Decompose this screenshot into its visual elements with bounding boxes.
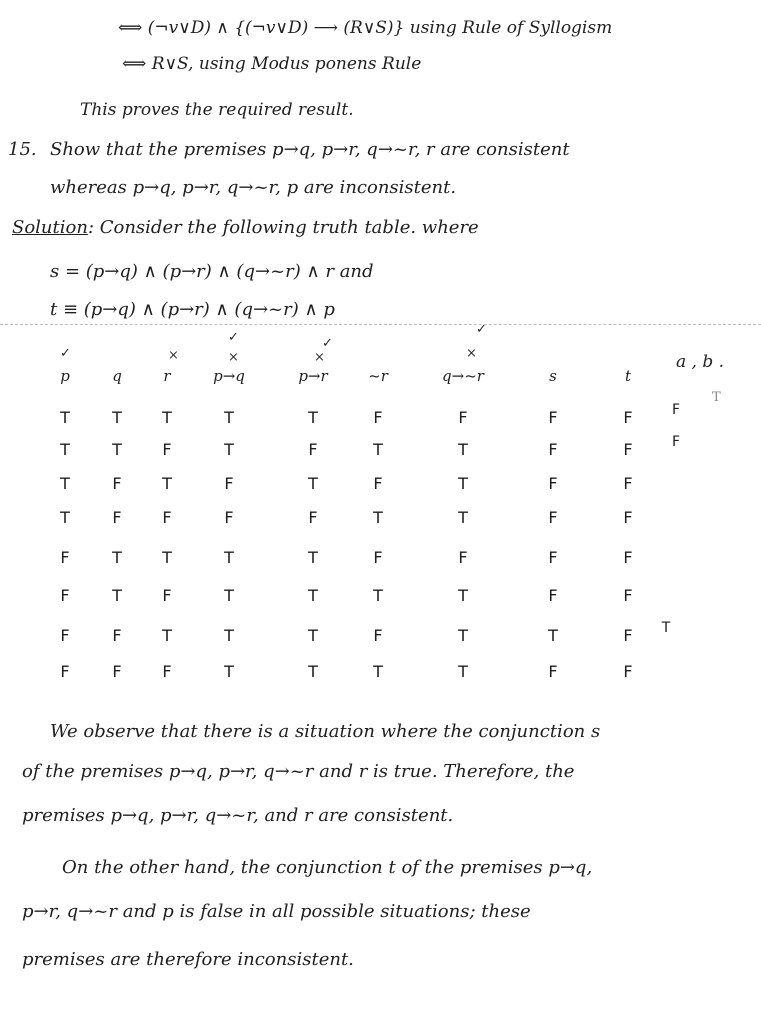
table-cell: T	[458, 586, 468, 605]
table-cell: T	[224, 440, 234, 459]
table-cell: T	[224, 626, 234, 645]
conclusion-line-6: premises are therefore inconsistent.	[22, 949, 354, 970]
table-header-cell: s	[549, 367, 557, 385]
table-cell: T	[112, 408, 122, 427]
table-cell: T	[373, 662, 383, 681]
table-cell: F	[623, 508, 633, 527]
table-cell: F	[458, 408, 468, 427]
table-cell: F	[60, 548, 70, 567]
table-cell: F	[373, 548, 383, 567]
table-cell: F	[623, 548, 633, 567]
proof-line-1: ⟺ (¬v∨D) ∧ {(¬v∨D) ⟶ (R∨S)} using Rule of Syllogism	[118, 18, 613, 38]
table-cell: F	[308, 508, 318, 527]
table-cell: F	[623, 586, 633, 605]
table-cell: F	[623, 662, 633, 681]
table-cell: T	[224, 586, 234, 605]
table-cell: F	[224, 508, 234, 527]
proof-line-2: ⟺ R∨S, using Modus ponens Rule	[122, 54, 422, 74]
check-mark-icon: ✓	[60, 346, 71, 361]
check-mark-icon: ✓	[228, 330, 239, 345]
row-note: F	[671, 402, 681, 418]
table-header-cell: r	[163, 367, 171, 385]
small-note: T	[712, 390, 721, 405]
table-cell: T	[458, 662, 468, 681]
table-cell: F	[623, 626, 633, 645]
table-cell: T	[162, 408, 172, 427]
table-cell: T	[224, 548, 234, 567]
table-cell: T	[308, 662, 318, 681]
extra-header: a , b .	[676, 352, 725, 372]
table-cell: F	[623, 440, 633, 459]
table-cell: F	[112, 474, 122, 493]
table-header-cell: t	[624, 367, 632, 385]
s-definition: s = (p→q) ∧ (p→r) ∧ (q→~r) ∧ r and	[50, 261, 374, 282]
conclusion-line-2: of the premises p→q, p→r, q→~r and r is true. Therefore, the	[22, 761, 575, 782]
conclusion-line-4: On the other hand, the conjunction t of the premises p→q,	[62, 857, 593, 878]
table-cell: T	[373, 508, 383, 527]
table-cell: F	[112, 662, 122, 681]
table-cell: T	[162, 474, 172, 493]
check-mark-icon: ✓	[476, 322, 487, 337]
table-header-cell: q→~r	[442, 367, 484, 385]
table-cell: F	[548, 508, 558, 527]
table-cell: F	[548, 662, 558, 681]
table-cell: T	[60, 474, 70, 493]
solution-intro: : Consider the following truth table. where	[87, 217, 479, 238]
table-header-cell: p	[60, 367, 70, 385]
problem-line-2: whereas p→q, p→r, q→~r, p are inconsistent.	[50, 177, 457, 198]
cross-mark-icon: ×	[168, 348, 179, 363]
table-cell: F	[60, 586, 70, 605]
proof-conclusion: This proves the required result.	[80, 100, 354, 120]
table-cell: F	[548, 548, 558, 567]
table-cell: F	[224, 474, 234, 493]
table-cell: T	[308, 474, 318, 493]
table-header-cell: q	[112, 367, 122, 385]
table-cell: T	[60, 408, 70, 427]
table-cell: T	[458, 626, 468, 645]
table-cell: T	[162, 626, 172, 645]
table-cell: F	[623, 474, 633, 493]
conclusion-line-5: p→r, q→~r and p is false in all possible situations; these	[22, 901, 531, 922]
table-cell: F	[458, 548, 468, 567]
row-note: T	[661, 620, 671, 636]
problem-line-1: Show that the premises p→q, p→r, q→~r, r are consistent	[50, 139, 570, 160]
cross-mark-icon: ×	[466, 346, 477, 361]
table-cell: T	[458, 440, 468, 459]
table-cell: T	[373, 440, 383, 459]
table-cell: T	[162, 548, 172, 567]
table-cell: T	[112, 586, 122, 605]
table-cell: F	[162, 508, 172, 527]
solution-block	[12, 218, 479, 238]
conclusion-line-3: premises p→q, p→r, q→~r, and r are consistent.	[22, 805, 454, 826]
table-cell: F	[112, 508, 122, 527]
cross-mark-icon: ×	[228, 350, 239, 365]
cross-mark-icon: ×	[314, 350, 325, 365]
table-cell: T	[458, 474, 468, 493]
table-cell: F	[162, 440, 172, 459]
table-cell: F	[548, 408, 558, 427]
table-cell: F	[623, 408, 633, 427]
table-cell: T	[458, 508, 468, 527]
solution-label: Solution	[12, 217, 88, 238]
table-cell: T	[308, 626, 318, 645]
table-cell: F	[308, 440, 318, 459]
problem-number: 15.	[8, 139, 37, 160]
table-cell: T	[308, 586, 318, 605]
divider	[0, 324, 761, 325]
check-mark-icon: ✓	[322, 336, 333, 351]
table-cell: F	[60, 626, 70, 645]
table-header-cell: p→q	[213, 367, 245, 385]
table-cell: F	[112, 626, 122, 645]
table-header-cell: p→r	[298, 367, 328, 385]
table-cell: F	[373, 408, 383, 427]
table-cell: T	[112, 548, 122, 567]
table-cell: T	[224, 662, 234, 681]
table-cell: T	[224, 408, 234, 427]
table-cell: T	[60, 440, 70, 459]
table-cell: F	[162, 586, 172, 605]
table-cell: F	[548, 586, 558, 605]
conclusion-line-1: We observe that there is a situation where the conjunction s	[50, 721, 601, 742]
table-cell: T	[548, 626, 558, 645]
table-cell: T	[373, 586, 383, 605]
table-cell: T	[308, 408, 318, 427]
table-cell: T	[112, 440, 122, 459]
t-definition: t ≡ (p→q) ∧ (p→r) ∧ (q→~r) ∧ p	[50, 299, 335, 320]
table-header-cell: ~r	[368, 367, 388, 385]
table-cell: F	[162, 662, 172, 681]
table-cell: F	[60, 662, 70, 681]
table-cell: F	[373, 626, 383, 645]
row-note: F	[671, 434, 681, 450]
table-cell: T	[308, 548, 318, 567]
table-cell: T	[60, 508, 70, 527]
table-cell: F	[373, 474, 383, 493]
table-cell: F	[548, 474, 558, 493]
table-cell: F	[548, 440, 558, 459]
